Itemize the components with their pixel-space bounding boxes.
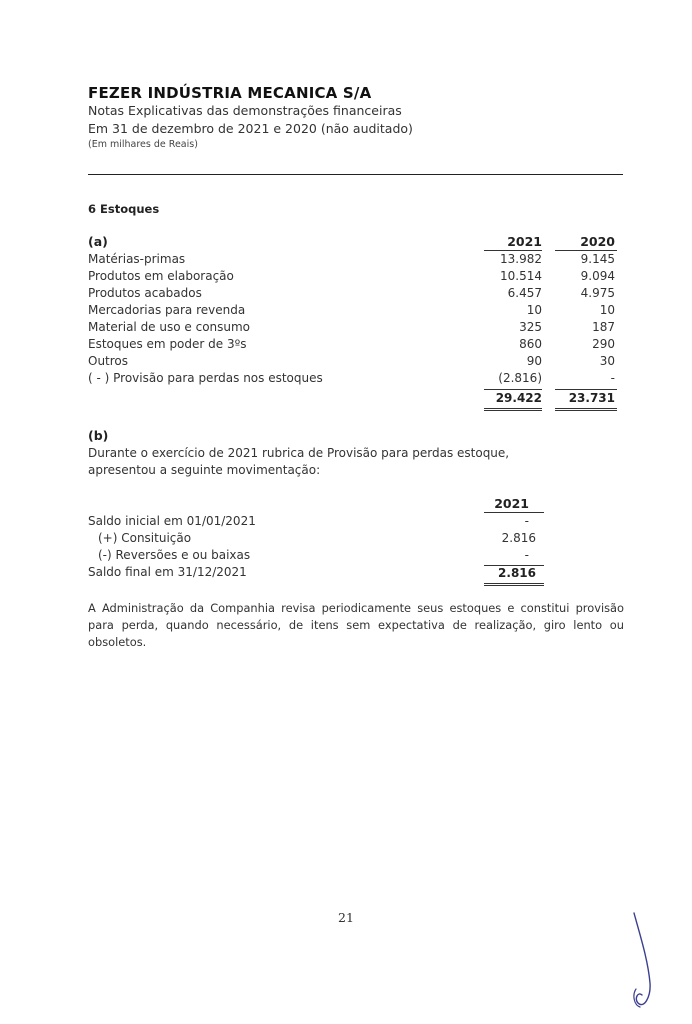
table-row-label: (-) Reversões e ou baixas xyxy=(98,548,251,562)
column-header-2021-underline xyxy=(484,250,542,251)
table-row-label: Mercadorias para revenda xyxy=(88,303,246,317)
table-row-value-2020: 30 xyxy=(599,354,615,368)
table-row-label: Saldo final em 31/12/2021 xyxy=(88,565,247,579)
table-row-label: ( - ) Provisão para perdas nos estoques xyxy=(88,371,323,385)
total-double-rule-2020 xyxy=(555,408,617,411)
table-row-value-2021: 860 xyxy=(519,337,542,351)
column-header-2020: 2020 xyxy=(580,234,615,249)
table-a-label: (a) xyxy=(88,234,108,249)
table-b-label: (b) xyxy=(88,428,109,443)
total-2020: 23.731 xyxy=(568,391,615,405)
table-row-label: Produtos acabados xyxy=(88,286,202,300)
table-row-value-2021: 10 xyxy=(526,303,542,317)
table-b-total: 2.816 xyxy=(498,566,536,580)
subtotal-rule-2021 xyxy=(484,389,542,390)
signature-mark xyxy=(626,905,666,1015)
note-paragraph: A Administração da Companhia revisa periodicamente seus estoques e constitui provisão para perda, quando necessário, de itens sem expectativa de realização, giro lento ou obsoletos. xyxy=(88,601,624,649)
table-row-value-2020: - xyxy=(610,371,615,385)
table-row-label: Estoques em poder de 3ºs xyxy=(88,337,247,351)
total-2021: 29.422 xyxy=(495,391,542,405)
header-divider xyxy=(88,174,623,175)
column-header-2020-underline xyxy=(555,250,617,251)
table-row-value-2021: 6.457 xyxy=(507,286,542,300)
table-row-value-2020: 290 xyxy=(592,337,615,351)
subtitle-date: Em 31 de dezembro de 2021 e 2020 (não auditado) xyxy=(88,121,413,136)
table-row-value-2021: (2.816) xyxy=(498,371,542,385)
table-row-value-2020: 10 xyxy=(599,303,615,317)
table-row-value-2021: 325 xyxy=(519,320,542,334)
table-row-label: Matérias-primas xyxy=(88,252,186,266)
table-row-label: Material de uso e consumo xyxy=(88,320,251,334)
table-row-value-2021: 10.514 xyxy=(500,269,542,283)
company-name: FEZER INDÚSTRIA MECANICA S/A xyxy=(88,84,372,102)
table-row-value: - xyxy=(524,514,529,528)
table-row-value-2021: 90 xyxy=(526,354,542,368)
section-title: 6 Estoques xyxy=(88,202,160,216)
table-row-label: Saldo inicial em 01/01/2021 xyxy=(88,514,256,528)
table-row-value-2020: 9.094 xyxy=(580,269,615,283)
page-number: 21 xyxy=(338,910,354,925)
table-row-value-2021: 13.982 xyxy=(500,252,542,266)
table-row-value: 2.816 xyxy=(501,531,536,545)
table-b-column-2021: 2021 xyxy=(494,496,529,511)
table-row-label: Produtos em elaboração xyxy=(88,269,234,283)
table-row-label: (+) Consituição xyxy=(98,531,192,545)
table-b-intro-line1: Durante o exercício de 2021 rubrica de Provisão para perdas estoque, xyxy=(88,446,510,460)
table-row-label: Outros xyxy=(88,354,129,368)
total-double-rule-2021 xyxy=(484,408,542,411)
table-b-total-double-rule xyxy=(484,583,544,586)
subtotal-rule-2020 xyxy=(555,389,617,390)
column-header-2021: 2021 xyxy=(507,234,542,249)
subtitle-units: (Em milhares de Reais) xyxy=(88,139,198,150)
table-row-value-2020: 187 xyxy=(592,320,615,334)
table-row-value: - xyxy=(524,548,529,562)
table-row-value-2020: 4.975 xyxy=(580,286,615,300)
table-row-value-2020: 9.145 xyxy=(580,252,615,266)
subtitle-notes: Notas Explicativas das demonstrações financeiras xyxy=(88,103,402,118)
table-b-column-underline xyxy=(484,512,544,513)
table-b-intro-line2: apresentou a seguinte movimentação: xyxy=(88,463,321,477)
